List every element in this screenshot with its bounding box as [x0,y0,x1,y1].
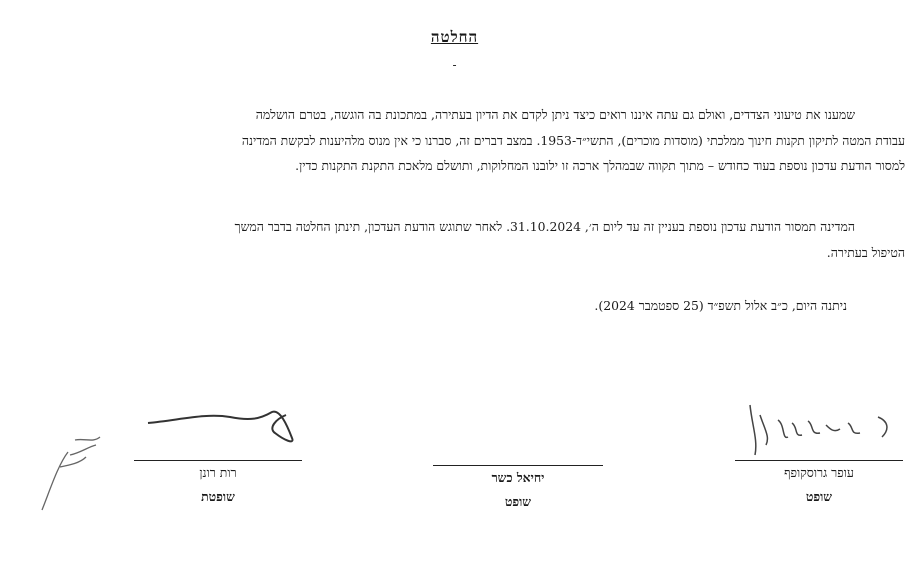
paragraph-2-line-2: הטיפול בעתירה. [826,244,905,260]
paragraph-1-line-3: למסור הודעת עדכון נוספת בעוד כחודש – מתוך תקווה שבמהלך ארכה זו ילובנו המחלוקות, ותושלם מלאכת התקנת התקנות כדין. [295,158,905,173]
judge-role-left: שופטת [201,489,235,504]
paragraph-2-line-1: המדינה תמסור הודעת עדכון נוספת בעניין זה עד ליום ה׳, 31.10.2024. לאחר שתוגש הודעת העדכון, תינתן החלטה בדבר המשך [234,219,855,234]
signature-ofer-grosskopf [730,385,909,465]
signature-line-left [134,460,302,461]
paragraph-1 [5,102,905,179]
judge-role-middle: שופט [504,494,532,509]
judge-name-middle: יחיאל כשר [491,470,545,485]
signature-line-right [735,460,903,461]
title-separator: - [452,58,457,72]
given-date: ניתנה היום, כ״ב אלול תשפ״ד (25 ספטמבר 2024). [594,298,847,313]
signature-line-middle [433,465,603,466]
paragraph-1-line-1: שמענו את טיעוני הצדדים, ואולם גם עתה איננו רואים כיצד ניתן לקדם את הדיון בעתירה, במתכונת בה הוגשה, בטרם הושלמה [255,107,855,122]
judge-name-left: רות רונן [199,465,237,480]
paragraph-2 [5,214,905,265]
judge-name-right: עופר גרוסקופף [784,465,854,480]
judge-role-right: שופט [805,489,833,504]
paragraph-1-line-2: עבודת המטה לתיקון תקנות חינוך ממלכתי (מוסדות מוכרים), התשי״ד-1953. במצב דברים זה, סברנו כי אין מנוס מלהיענות לבקשת המדינה [241,132,905,148]
document-title: החלטה [430,28,479,46]
